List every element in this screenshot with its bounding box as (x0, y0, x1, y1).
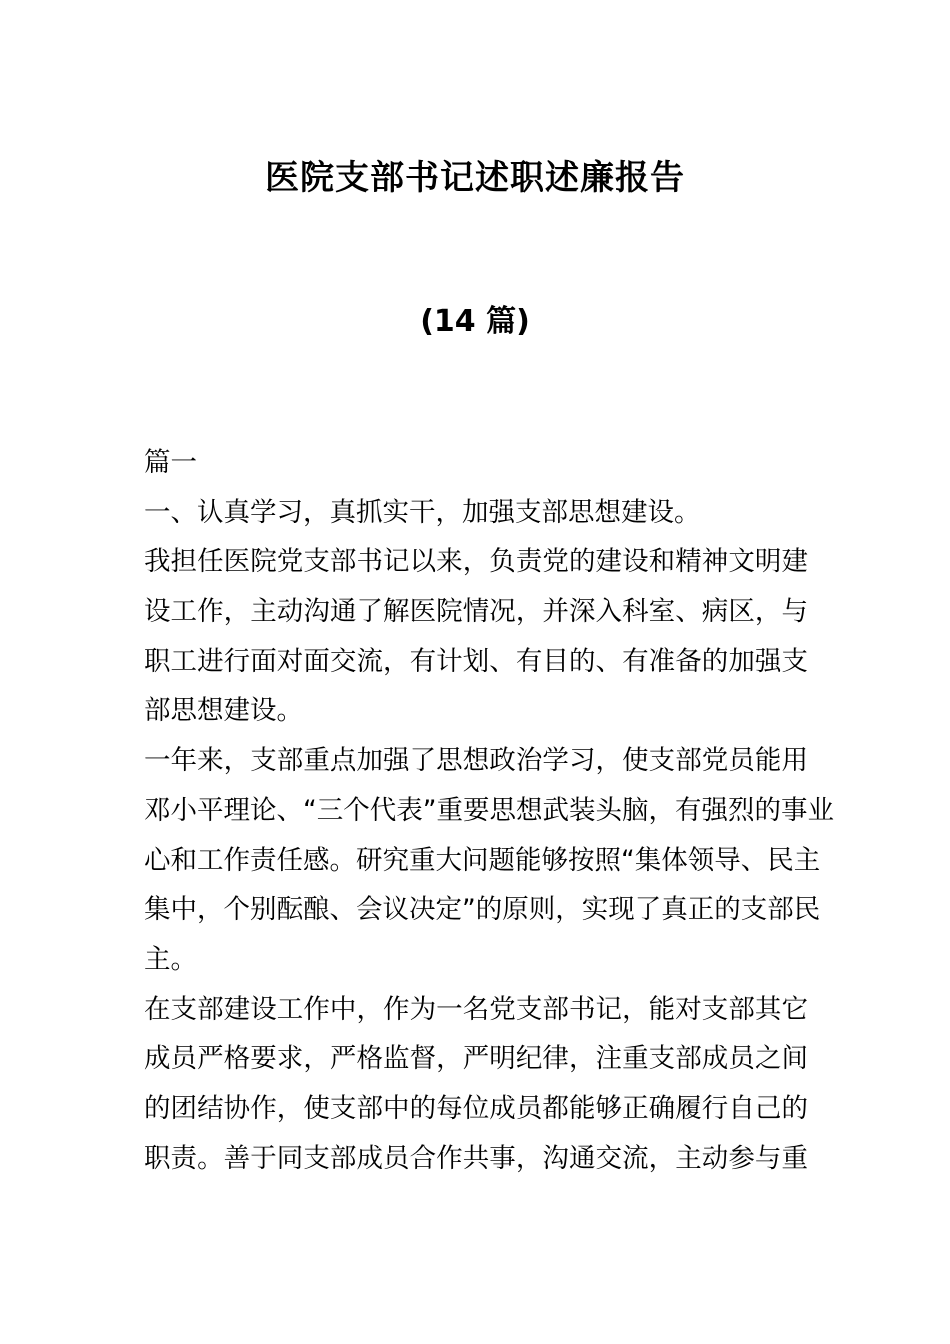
body-line: 设工作，主动沟通了解医院情况，并深入科室、病区，与 (144, 596, 808, 628)
body-line: 我担任医院党支部书记以来，负责党的建设和精神文明建 (144, 546, 808, 578)
body-line: 篇一 (144, 447, 197, 478)
body-line: 一、认真学习，真抓实干，加强支部思想建设。 (144, 496, 701, 528)
body-line: 主。 (144, 943, 197, 975)
body-line: 一年来，支部重点加强了思想政治学习，使支部党员能用 (144, 745, 808, 777)
document-body (144, 438, 834, 1183)
body-line: 心和工作责任感。研究重大问题能够按照“集体领导、民主 (144, 844, 821, 876)
body-line: 集中，个别酝酿、会议决定”的原则，实现了真正的支部民 (144, 894, 821, 926)
document-subtitle: (14 篇) (420, 304, 530, 339)
body-line: 职责。善于同支部成员合作共事，沟通交流，主动参与重 (144, 1142, 808, 1174)
body-line: 职工进行面对面交流，有计划、有目的、有准备的加强支 (144, 645, 808, 677)
body-line: 部思想建设。 (144, 695, 303, 727)
body-line: 邓小平理论、“三个代表”重要思想武装头脑，有强烈的事业 (144, 794, 834, 826)
body-line: 的团结协作，使支部中的每位成员都能够正确履行自己的 (144, 1092, 808, 1124)
body-line: 成员严格要求，严格监督，严明纪律，注重支部成员之间 (144, 1043, 808, 1075)
body-line: 在支部建设工作中，作为一名党支部书记，能对支部其它 (144, 993, 808, 1025)
document-title: 医院支部书记述职述廉报告 (265, 158, 685, 198)
